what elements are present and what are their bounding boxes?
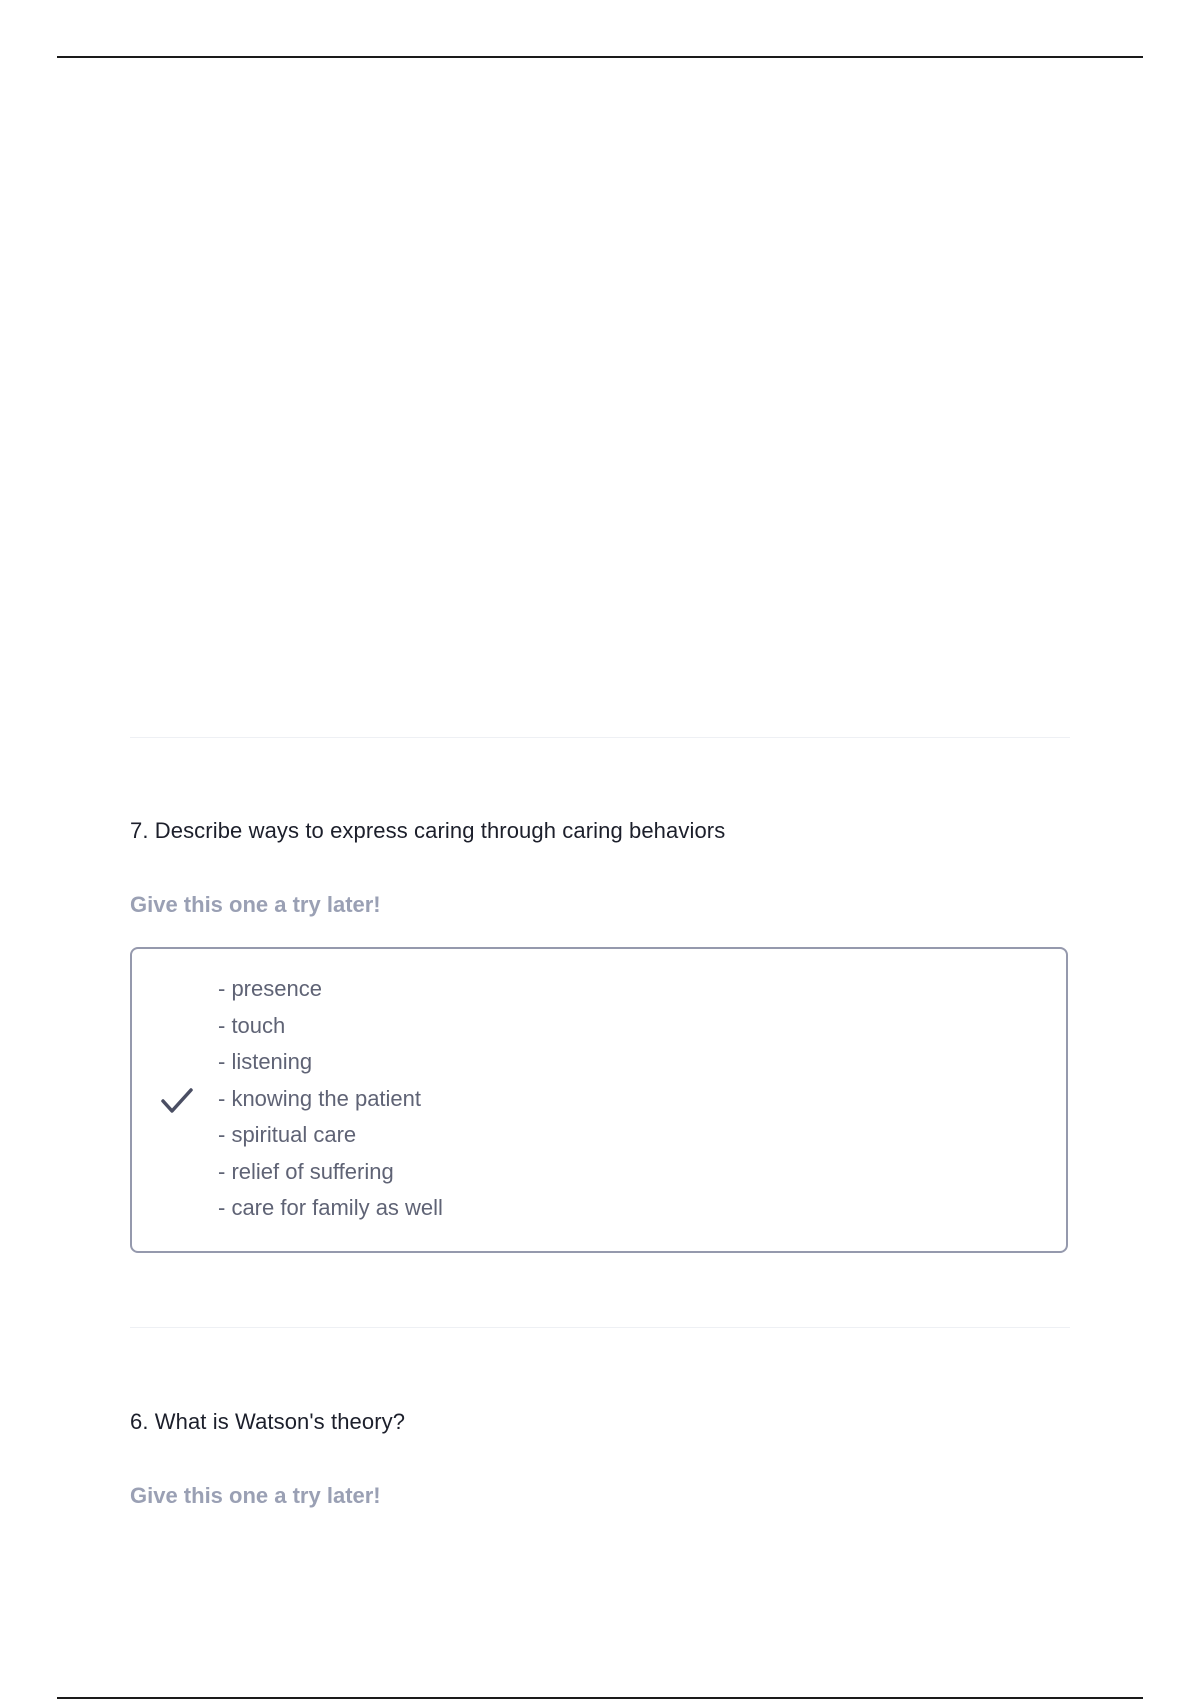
check-icon	[160, 1086, 194, 1116]
question-7-hint: Give this one a try later!	[130, 892, 381, 917]
answer-line: - spiritual care	[218, 1122, 357, 1147]
page-bottom-rule	[57, 1697, 1143, 1699]
page-top-rule	[57, 56, 1143, 58]
answer-line: - listening	[218, 1049, 313, 1074]
answer-line: - presence	[218, 976, 322, 1001]
section-divider	[130, 1327, 1070, 1328]
answer-line: - touch	[218, 1012, 286, 1038]
answer-line: - care for family as well	[218, 1195, 443, 1220]
answer-list	[218, 971, 443, 1227]
answer-line: - relief of suffering	[218, 1158, 394, 1184]
question-6-title: 6. What is Watson's theory?	[130, 1409, 406, 1434]
question-6-hint: Give this one a try later!	[130, 1483, 381, 1508]
question-7-answer-card[interactable]	[130, 947, 1068, 1253]
question-7-title: 7. Describe ways to express caring through caring behaviors	[130, 818, 726, 843]
answer-line: - knowing the patient	[218, 1085, 422, 1111]
section-divider	[130, 737, 1070, 738]
